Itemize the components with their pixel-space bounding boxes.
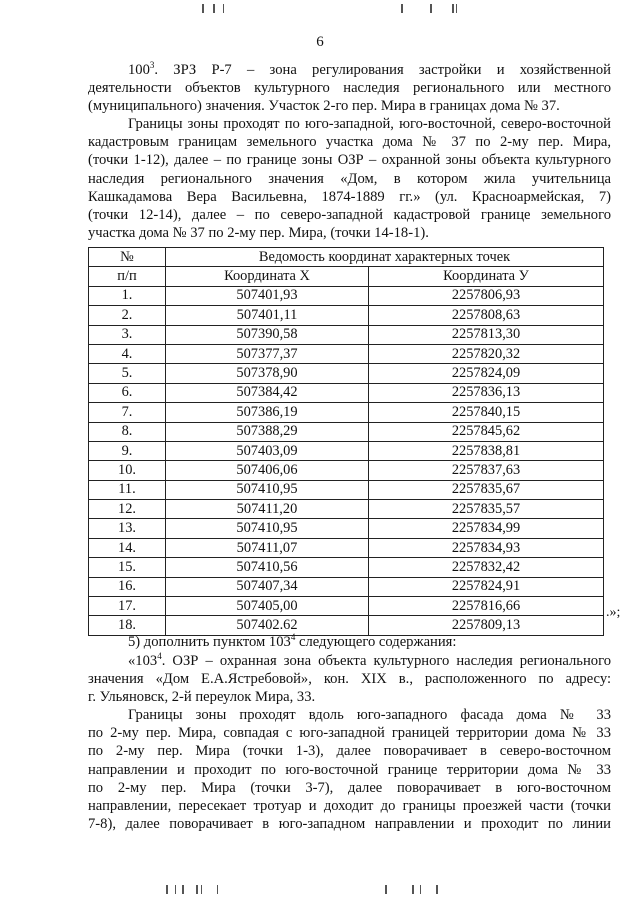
coord-x: 507401,11 (166, 306, 369, 325)
point-number: 17. (89, 597, 166, 616)
coord-x: 507384,42 (166, 383, 369, 402)
table-row (89, 403, 604, 422)
table-row (89, 286, 604, 305)
coord-y: 2257816,66 (369, 597, 604, 616)
point-number: 6. (89, 383, 166, 402)
coord-x: 507411,07 (166, 538, 369, 557)
coord-x: 507377,37 (166, 344, 369, 363)
table-row (89, 383, 604, 402)
coordinates-table-body (89, 286, 604, 635)
coord-x: 507378,90 (166, 364, 369, 383)
point-number: 5. (89, 364, 166, 383)
boundary-1-line-3: (точки 1-12), далее – по границе зоны ОЗР – охранной зоны объекта культурного (88, 152, 611, 169)
point-number: 18. (89, 616, 166, 635)
coord-y: 2257834,93 (369, 538, 604, 557)
point-number: 14. (89, 538, 166, 557)
coord-y: 2257845,62 (369, 422, 604, 441)
section-100-3-line-3: (муниципального) значения. Участок 2-го пер. Мира в границах дома № 37. (88, 98, 560, 115)
table-row (89, 306, 604, 325)
coord-x: 507405,00 (166, 597, 369, 616)
coord-y: 2257820,32 (369, 344, 604, 363)
scan-artifacts-bottom (0, 885, 640, 897)
boundary-2-line-4: направлении и проходит по юго-восточной границе территории дома № 33 (88, 761, 611, 778)
boundary-1-line-5: Кашкадамова Вера Васильевна, 1874-1889 гг.» (ул. Красноармейская, 7) (88, 188, 611, 205)
boundary-paragraph-1 (88, 115, 611, 242)
coord-y: 2257835,57 (369, 500, 604, 519)
coord-y: 2257824,91 (369, 577, 604, 596)
point-number: 15. (89, 558, 166, 577)
group-header: Ведомость координат характерных точек (166, 248, 604, 267)
point-number: 7. (89, 403, 166, 422)
coord-y: 2257824,09 (369, 364, 604, 383)
table-row (89, 480, 604, 499)
boundary-paragraph-2 (88, 706, 611, 833)
point-number: 8. (89, 422, 166, 441)
coord-x: 507410,95 (166, 480, 369, 499)
coord-y: 2257806,93 (369, 286, 604, 305)
coord-x: 507388,29 (166, 422, 369, 441)
coord-y: 2257840,15 (369, 403, 604, 422)
boundary-2-line-7: 7-8), далее поворачивает в юго-западном направлении и проходит по линии (88, 816, 611, 833)
coord-y: 2257813,30 (369, 325, 604, 344)
section-103-4 (88, 652, 611, 707)
point-number: 1. (89, 286, 166, 305)
coord-y: 2257832,42 (369, 558, 604, 577)
col-num-header-top: № (89, 248, 166, 267)
point-number: 4. (89, 344, 166, 363)
boundary-2-line-6: направлении, пересекает тротуар и доходит до границы проезжей части (точки (88, 798, 611, 815)
col-num-header-bottom: п/п (89, 267, 166, 286)
coord-y: 2257837,63 (369, 461, 604, 480)
coord-x: 507403,09 (166, 441, 369, 460)
col-y-header: Координата У (369, 267, 604, 286)
table-row (89, 364, 604, 383)
coord-y: 2257809,13 (369, 616, 604, 635)
boundary-1-line-6: (точки 12-14), далее – по северо-западной кадастровой границе земельного (88, 207, 611, 224)
table-row (89, 441, 604, 460)
coord-x: 507406,06 (166, 461, 369, 480)
table-row (89, 344, 604, 363)
coord-x: 507402.62 (166, 616, 369, 635)
table-row (89, 422, 604, 441)
boundary-1-line-4: наследия регионального значения «Дом, в котором жила учительница (88, 170, 611, 187)
section-100-3 (88, 61, 611, 116)
coord-y: 2257836,13 (369, 383, 604, 402)
table-row (89, 325, 604, 344)
point-number: 11. (89, 480, 166, 499)
boundary-2-line-5: по 2-му пер. Мира (точки 3-7), далее поворачивает в юго-восточном (88, 779, 611, 796)
table-row (89, 519, 604, 538)
point-number: 9. (89, 441, 166, 460)
coord-x: 507401,93 (166, 286, 369, 305)
section-103-4-line-3: г. Ульяновск, 2-й переулок Мира, 33. (88, 689, 316, 706)
table-row (89, 538, 604, 557)
table-row (89, 597, 604, 616)
coord-x: 507410,95 (166, 519, 369, 538)
coord-y: 2257808,63 (369, 306, 604, 325)
point-number: 3. (89, 325, 166, 344)
point-number: 2. (89, 306, 166, 325)
coord-x: 507390,58 (166, 325, 369, 344)
section-103-4-line-1: «$103^4$. ОЗР – охранная зона объекта культурного наследия регионального (128, 651, 611, 669)
boundary-2-line-1: Границы зоны проходят вдоль юго-западного фасада дома № 33 (128, 707, 611, 723)
coord-y: 2257838,81 (369, 441, 604, 460)
boundary-2-line-2: по 2-му пер. Мира, совпадая с юго-западной границей территории дома № 33 (88, 725, 611, 742)
table-row (89, 500, 604, 519)
item-5-line: 5) дополнить пунктом $103^4$ следующего содержания: (128, 632, 457, 650)
coord-y: 2257835,67 (369, 480, 604, 499)
coord-y: 2257834,99 (369, 519, 604, 538)
boundary-1-line-1: Границы зоны проходят по юго-западной, юго-восточной, северо-восточной (128, 116, 611, 132)
coordinates-table (88, 247, 604, 636)
coord-x: 507407,34 (166, 577, 369, 596)
boundary-2-line-3: по 2-му пер. Мира (точки 1-3), далее поворачивает в северо-восточном (88, 743, 611, 760)
coord-x: 507386,19 (166, 403, 369, 422)
point-number: 12. (89, 500, 166, 519)
point-number: 16. (89, 577, 166, 596)
section-103-4-line-2: значения «Дом Е.А.Ястребовой», кон. XIX в., расположенного по адресу: (88, 671, 611, 688)
scan-artifacts-top (0, 4, 640, 16)
boundary-1-line-7: участка дома № 37 по 2-му пер. Мира, (точки 14-18-1). (88, 225, 429, 242)
boundary-1-line-2: кадастровым границам земельного участка дома № 37 по 2-му пер. Мира, (88, 134, 611, 151)
section-100-3-line-2: деятельности объектов культурного наследия регионального или местного (88, 80, 611, 97)
coord-x: 507410,56 (166, 558, 369, 577)
coord-x: 507411,20 (166, 500, 369, 519)
item-5 (88, 633, 611, 651)
page-number: 6 (316, 34, 324, 50)
table-row (89, 577, 604, 596)
point-number: 10. (89, 461, 166, 480)
section-100-3-line-1: $100^3$. ЗРЗ Р-7 – зона регулирования застройки и хозяйственной (128, 60, 611, 78)
col-x-header: Координата X (166, 267, 369, 286)
table-row (89, 558, 604, 577)
table-row (89, 461, 604, 480)
point-number: 13. (89, 519, 166, 538)
closing-quote-mark: .»; (606, 605, 621, 620)
